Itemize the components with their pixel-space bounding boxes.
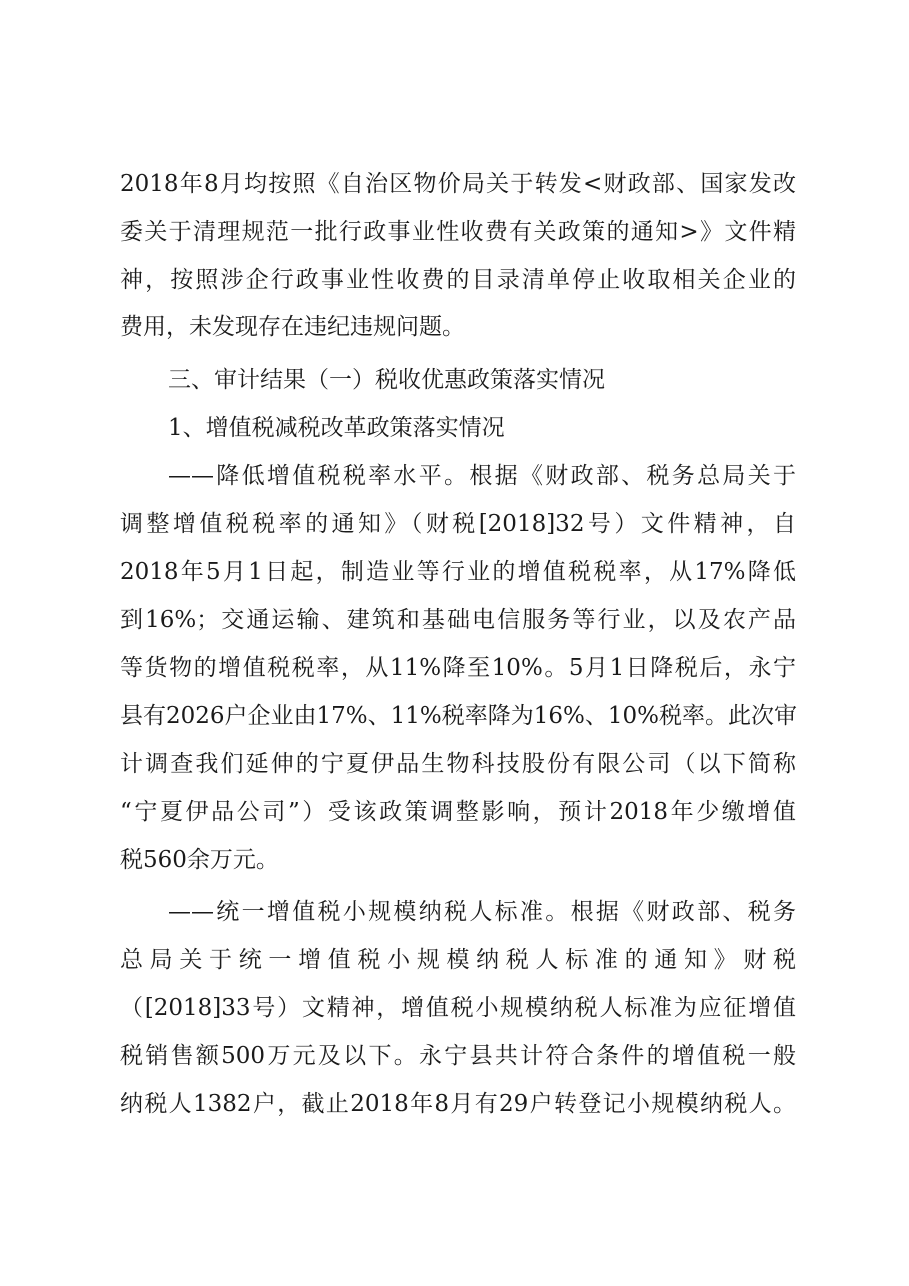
body-text-line: 2018年5月1日起，制造业等行业的增值税税率，从17%降低 — [120, 559, 796, 585]
section-heading: 三、审计结果（一）税收优惠政策落实情况 — [168, 367, 605, 393]
body-text-line: 2018年8月均按照《自治区物价局关于转发<财政部、国家发改 — [120, 171, 796, 197]
body-text-line: 到16%；交通运输、建筑和基础电信服务等行业，以及农产品 — [120, 607, 796, 633]
body-text-line: ——降低增值税税率水平。根据《财政部、税务总局关于 — [168, 463, 796, 489]
body-text-line: 调整增值税税率的通知》（财税[2018]32号）文件精神，自 — [120, 511, 796, 537]
body-text-line: 纳税人1382户，截止2018年8月有29户转登记小规模纳税人。 — [120, 1091, 796, 1117]
subsection-heading: 1、增值税减税改革政策落实情况 — [168, 415, 505, 441]
body-text-line: 税560余万元。 — [120, 847, 279, 873]
body-text-line: （[2018]33号）文精神，增值税小规模纳税人标准为应征增值 — [120, 995, 796, 1021]
body-text-line: 税销售额500万元及以下。永宁县共计符合条件的增值税一般 — [120, 1043, 796, 1069]
body-text-line: 委关于清理规范一批行政事业性收费有关政策的通知>》文件精 — [120, 219, 796, 245]
body-text-line: 神，按照涉企行政事业性收费的目录清单停止收取相关企业的 — [120, 267, 796, 293]
body-text-line: 费用，未发现存在违纪违规问题。 — [120, 314, 465, 340]
body-text-line: ——统一增值税小规模纳税人标准。根据《财政部、税务 — [168, 899, 796, 925]
body-text-line: “宁夏伊品公司”）受该政策调整影响，预计2018年少缴增值 — [120, 799, 796, 825]
body-text-line: 计调查我们延伸的宁夏伊品生物科技股份有限公司（以下简称 — [120, 751, 796, 777]
body-text-line: 县有2026户企业由17%、11%税率降为16%、10%税率。此次审 — [120, 703, 798, 729]
body-text-line: 等货物的增值税税率，从11%降至10%。5月1日降税后，永宁 — [120, 655, 796, 681]
body-text-line: 总局关于统一增值税小规模纳税人标准的通知》财税 — [120, 947, 796, 973]
